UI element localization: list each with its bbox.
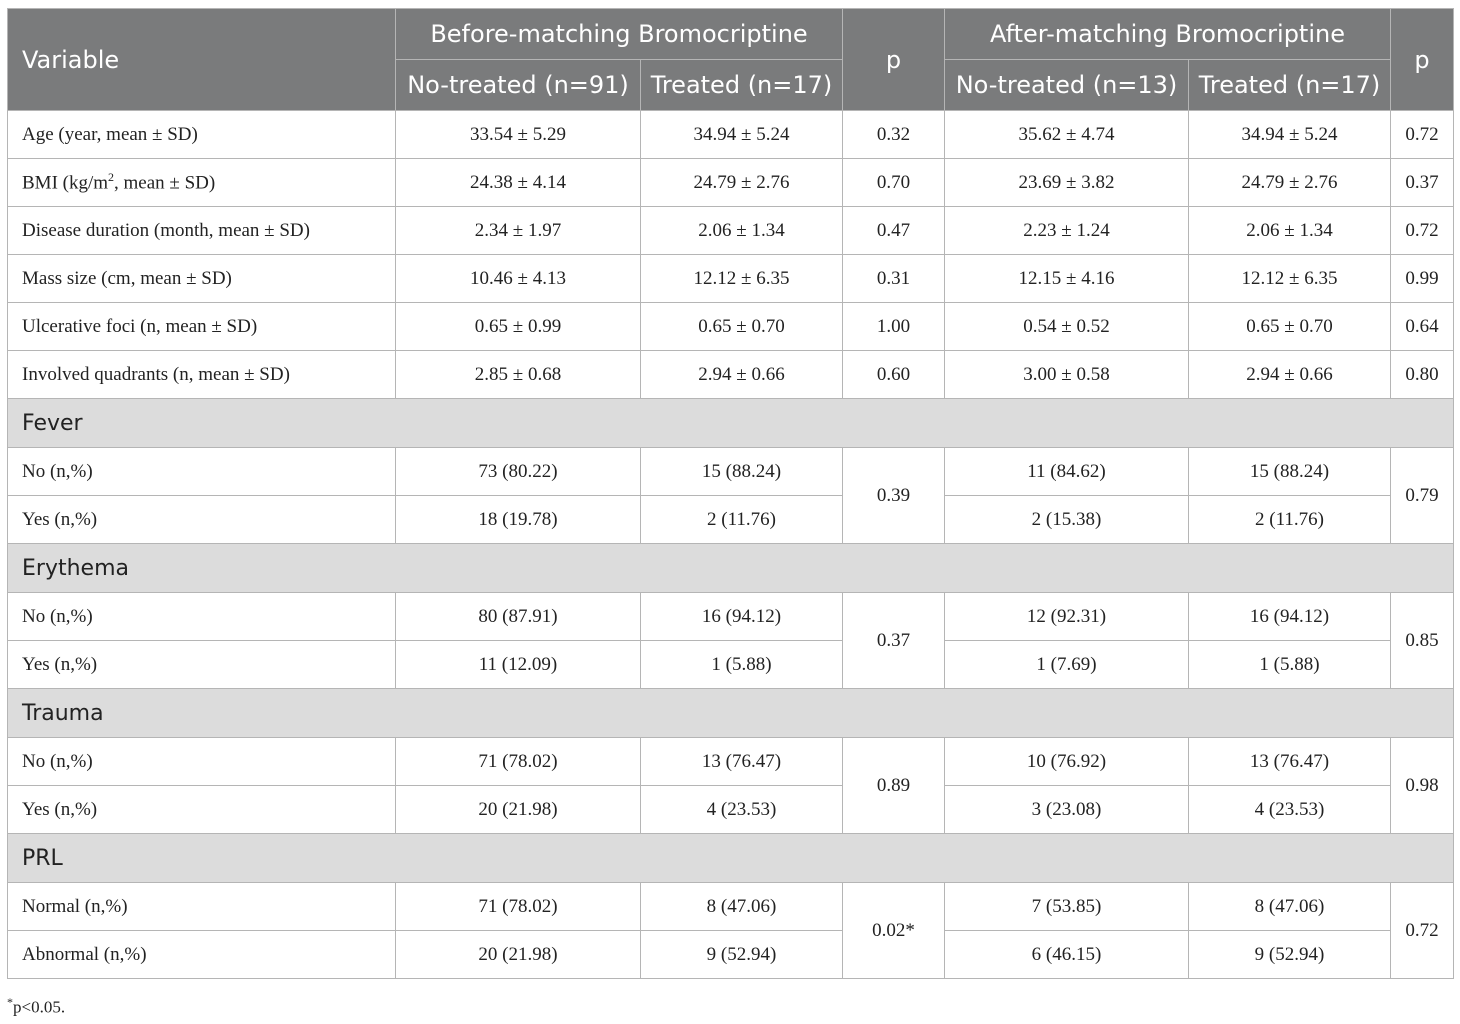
row-label: Yes (n,%) bbox=[8, 641, 396, 689]
cell-before-no: 10.46 ± 4.13 bbox=[396, 255, 641, 303]
cell-before-yes: 34.94 ± 5.24 bbox=[641, 111, 843, 159]
cell-p-before: 1.00 bbox=[843, 303, 945, 351]
cell-before-yes: 2.94 ± 0.66 bbox=[641, 351, 843, 399]
row-label: Yes (n,%) bbox=[8, 496, 396, 544]
row-label-pre: BMI (kg/m bbox=[22, 172, 109, 194]
cell-p-after: 0.72 bbox=[1391, 111, 1454, 159]
header-p-after: p bbox=[1391, 9, 1454, 111]
cell-after-yes: 2 (11.76) bbox=[1189, 496, 1391, 544]
row-label: Abnormal (n,%) bbox=[8, 931, 396, 979]
cell-p-before: 0.47 bbox=[843, 207, 945, 255]
table-row bbox=[8, 738, 1454, 786]
cell-before-yes: 13 (76.47) bbox=[641, 738, 843, 786]
row-label: Disease duration (month, mean ± SD) bbox=[8, 207, 396, 255]
table-row bbox=[8, 207, 1454, 255]
row-label-post: , mean ± SD) bbox=[114, 172, 216, 194]
section-row-erythema bbox=[8, 544, 1454, 593]
cell-p-before: 0.31 bbox=[843, 255, 945, 303]
cell-after-no: 2.23 ± 1.24 bbox=[945, 207, 1189, 255]
cell-before-no: 71 (78.02) bbox=[396, 738, 641, 786]
table-header bbox=[8, 9, 1454, 111]
cell-p-before: 0.89 bbox=[843, 738, 945, 834]
cell-before-yes: 2 (11.76) bbox=[641, 496, 843, 544]
row-label bbox=[8, 159, 396, 207]
cell-after-no: 11 (84.62) bbox=[945, 448, 1189, 496]
table-row bbox=[8, 351, 1454, 399]
cell-before-yes: 1 (5.88) bbox=[641, 641, 843, 689]
cell-before-yes: 0.65 ± 0.70 bbox=[641, 303, 843, 351]
section-row-prl bbox=[8, 834, 1454, 883]
cell-p-before: 0.02* bbox=[843, 883, 945, 979]
cell-after-yes: 16 (94.12) bbox=[1189, 593, 1391, 641]
table-row bbox=[8, 593, 1454, 641]
table-row bbox=[8, 303, 1454, 351]
section-row-fever bbox=[8, 399, 1454, 448]
table-row bbox=[8, 641, 1454, 689]
table-row bbox=[8, 931, 1454, 979]
header-p-before: p bbox=[843, 9, 945, 111]
cell-after-yes: 12.12 ± 6.35 bbox=[1189, 255, 1391, 303]
header-after-treated: Treated (n=17) bbox=[1189, 60, 1391, 111]
cell-before-no: 33.54 ± 5.29 bbox=[396, 111, 641, 159]
cell-before-no: 2.85 ± 0.68 bbox=[396, 351, 641, 399]
cell-p-after: 0.79 bbox=[1391, 448, 1454, 544]
footnote-text: p<0.05. bbox=[13, 997, 66, 1017]
cell-before-yes: 9 (52.94) bbox=[641, 931, 843, 979]
row-label: Mass size (cm, mean ± SD) bbox=[8, 255, 396, 303]
cell-after-yes: 0.65 ± 0.70 bbox=[1189, 303, 1391, 351]
cell-before-no: 2.34 ± 1.97 bbox=[396, 207, 641, 255]
cell-p-before: 0.32 bbox=[843, 111, 945, 159]
cell-after-yes: 4 (23.53) bbox=[1189, 786, 1391, 834]
cell-before-no: 20 (21.98) bbox=[396, 786, 641, 834]
row-label-sup: 2 bbox=[108, 170, 115, 185]
cell-after-no: 6 (46.15) bbox=[945, 931, 1189, 979]
header-before-no-treated: No-treated (n=91) bbox=[396, 60, 641, 111]
table-row bbox=[8, 159, 1454, 207]
cell-p-after: 0.80 bbox=[1391, 351, 1454, 399]
table-row bbox=[8, 255, 1454, 303]
section-title: Trauma bbox=[8, 689, 1454, 738]
cell-after-yes: 9 (52.94) bbox=[1189, 931, 1391, 979]
table-row bbox=[8, 111, 1454, 159]
header-variable: Variable bbox=[8, 9, 396, 111]
cell-after-yes: 15 (88.24) bbox=[1189, 448, 1391, 496]
cell-before-yes: 15 (88.24) bbox=[641, 448, 843, 496]
section-title: Fever bbox=[8, 399, 1454, 448]
footnote-marker: * bbox=[7, 995, 13, 1009]
cell-p-before: 0.70 bbox=[843, 159, 945, 207]
cell-before-yes: 2.06 ± 1.34 bbox=[641, 207, 843, 255]
cell-before-yes: 16 (94.12) bbox=[641, 593, 843, 641]
row-label: Ulcerative foci (n, mean ± SD) bbox=[8, 303, 396, 351]
cell-after-no: 10 (76.92) bbox=[945, 738, 1189, 786]
cell-after-yes: 24.79 ± 2.76 bbox=[1189, 159, 1391, 207]
table-row bbox=[8, 786, 1454, 834]
cell-after-yes: 34.94 ± 5.24 bbox=[1189, 111, 1391, 159]
cell-after-no: 0.54 ± 0.52 bbox=[945, 303, 1189, 351]
row-label: No (n,%) bbox=[8, 593, 396, 641]
cell-before-yes: 24.79 ± 2.76 bbox=[641, 159, 843, 207]
cell-after-yes: 1 (5.88) bbox=[1189, 641, 1391, 689]
cell-before-yes: 8 (47.06) bbox=[641, 883, 843, 931]
cell-after-no: 1 (7.69) bbox=[945, 641, 1189, 689]
cell-after-no: 12.15 ± 4.16 bbox=[945, 255, 1189, 303]
section-title: Erythema bbox=[8, 544, 1454, 593]
cell-after-no: 7 (53.85) bbox=[945, 883, 1189, 931]
cell-after-yes: 2.06 ± 1.34 bbox=[1189, 207, 1391, 255]
cell-before-yes: 12.12 ± 6.35 bbox=[641, 255, 843, 303]
cell-after-yes: 2.94 ± 0.66 bbox=[1189, 351, 1391, 399]
footnote bbox=[7, 995, 65, 1018]
cell-before-no: 18 (19.78) bbox=[396, 496, 641, 544]
cell-p-before: 0.39 bbox=[843, 448, 945, 544]
cell-before-yes: 4 (23.53) bbox=[641, 786, 843, 834]
row-label: Involved quadrants (n, mean ± SD) bbox=[8, 351, 396, 399]
cell-after-no: 35.62 ± 4.74 bbox=[945, 111, 1189, 159]
row-label: No (n,%) bbox=[8, 738, 396, 786]
row-label: Normal (n,%) bbox=[8, 883, 396, 931]
cell-after-no: 3.00 ± 0.58 bbox=[945, 351, 1189, 399]
cell-before-no: 71 (78.02) bbox=[396, 883, 641, 931]
cell-before-no: 20 (21.98) bbox=[396, 931, 641, 979]
row-label: No (n,%) bbox=[8, 448, 396, 496]
cell-before-no: 24.38 ± 4.14 bbox=[396, 159, 641, 207]
table-row bbox=[8, 496, 1454, 544]
cell-p-after: 0.99 bbox=[1391, 255, 1454, 303]
header-before-group: Before-matching Bromocriptine bbox=[396, 9, 843, 60]
cell-before-no: 0.65 ± 0.99 bbox=[396, 303, 641, 351]
table-body bbox=[8, 111, 1454, 979]
cell-p-before: 0.60 bbox=[843, 351, 945, 399]
cell-p-after: 0.72 bbox=[1391, 883, 1454, 979]
cell-after-no: 12 (92.31) bbox=[945, 593, 1189, 641]
table-row bbox=[8, 883, 1454, 931]
cell-before-no: 73 (80.22) bbox=[396, 448, 641, 496]
cell-p-after: 0.72 bbox=[1391, 207, 1454, 255]
section-row-trauma bbox=[8, 689, 1454, 738]
cell-after-yes: 8 (47.06) bbox=[1189, 883, 1391, 931]
header-after-no-treated: No-treated (n=13) bbox=[945, 60, 1189, 111]
cell-p-after: 0.85 bbox=[1391, 593, 1454, 689]
section-title: PRL bbox=[8, 834, 1454, 883]
table-row bbox=[8, 448, 1454, 496]
cell-p-after: 0.64 bbox=[1391, 303, 1454, 351]
row-label: Yes (n,%) bbox=[8, 786, 396, 834]
cell-p-before: 0.37 bbox=[843, 593, 945, 689]
cell-after-yes: 13 (76.47) bbox=[1189, 738, 1391, 786]
cell-after-no: 23.69 ± 3.82 bbox=[945, 159, 1189, 207]
cell-before-no: 11 (12.09) bbox=[396, 641, 641, 689]
cell-before-no: 80 (87.91) bbox=[396, 593, 641, 641]
row-label: Age (year, mean ± SD) bbox=[8, 111, 396, 159]
cell-p-after: 0.98 bbox=[1391, 738, 1454, 834]
comparison-table bbox=[7, 8, 1454, 979]
cell-after-no: 3 (23.08) bbox=[945, 786, 1189, 834]
cell-after-no: 2 (15.38) bbox=[945, 496, 1189, 544]
cell-p-after: 0.37 bbox=[1391, 159, 1454, 207]
header-after-group: After-matching Bromocriptine bbox=[945, 9, 1391, 60]
header-before-treated: Treated (n=17) bbox=[641, 60, 843, 111]
